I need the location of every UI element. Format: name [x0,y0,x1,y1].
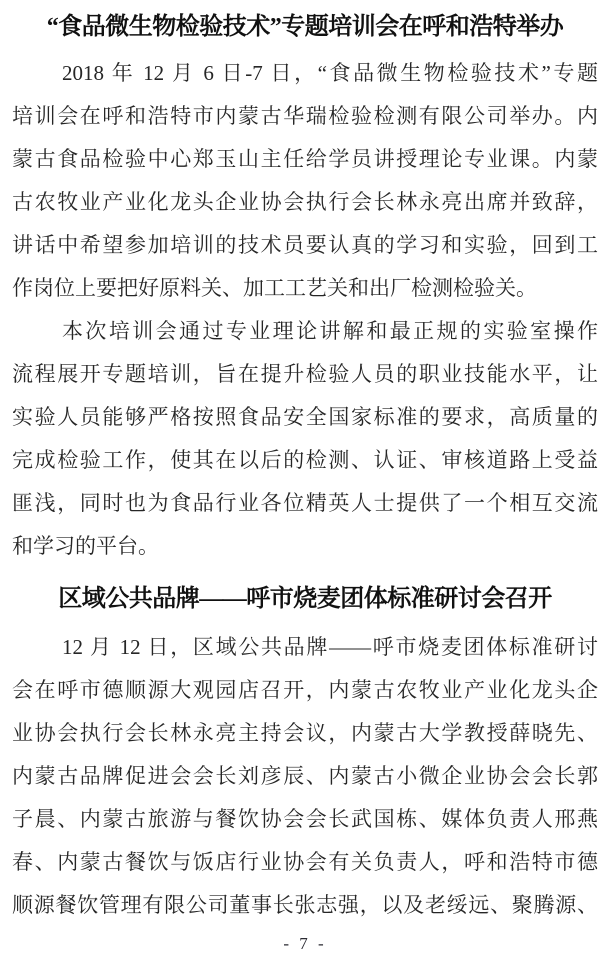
article-section [12,578,598,927]
page-number: - 7 - [283,934,327,953]
text-line: 匪浅，同时也为食品行业各位精英人士提供了一个相互交流 [12,491,598,515]
articles-container [12,6,598,927]
article-section [12,6,598,568]
text-line: 本次培训会通过专业理论讲解和最正规的实验室操作 [62,319,598,343]
text-line: 12 月 12 日，区域公共品牌——呼市烧麦团体标准研讨 [62,635,598,659]
article-title: “食品微生物检验技术”专题培训会在呼和浩特举办 [46,14,564,40]
paragraph [12,52,598,310]
paragraph [12,310,598,568]
text-line: 和学习的平台。 [12,534,159,558]
text-line: 春、内蒙古餐饮与饭店行业协会有关负责人，呼和浩特市德 [12,850,598,874]
text-line: 蒙古食品检验中心郑玉山主任给学员讲授理论专业课。内蒙 [12,147,598,171]
text-line: 讲话中希望参加培训的技术员要认真的学习和实验，回到工 [12,233,598,257]
text-line: 实验人员能够严格按照食品安全国家标准的要求，高质量的 [12,405,598,429]
article-title: 区域公共品牌——呼市烧麦团体标准研讨会召开 [58,586,552,612]
text-line: 内蒙古品牌促进会会长刘彦辰、内蒙古小微企业协会会长郭 [12,764,598,788]
text-line: 作岗位上要把好原料关、加工工艺关和出厂检测检验关。 [12,276,537,300]
text-line: 2018 年 12 月 6 日-7 日，“食品微生物检验技术”专题 [62,61,598,85]
text-line: 古农牧业产业化龙头企业协会执行会长林永亮出席并致辞， [12,190,598,214]
text-line: 完成检验工作，使其在以后的检测、认证、审核道路上受益 [12,448,598,472]
text-line: 培训会在呼和浩特市内蒙古华瑞检验检测有限公司举办。内 [12,104,598,128]
paragraph [12,626,598,927]
text-line: 顺源餐饮管理有限公司董事长张志强，以及老绥远、聚腾源、 [12,893,598,917]
text-line: 子晨、内蒙古旅游与餐饮协会会长武国栋、媒体负责人邢燕 [12,807,598,831]
text-line: 流程展开专题培训，旨在提升检验人员的职业技能水平，让 [12,362,598,386]
text-line: 业协会执行会长林永亮主持会议，内蒙古大学教授薛晓先、 [12,721,598,745]
text-line: 会在呼市德顺源大观园店召开，内蒙古农牧业产业化龙头企 [12,678,598,702]
